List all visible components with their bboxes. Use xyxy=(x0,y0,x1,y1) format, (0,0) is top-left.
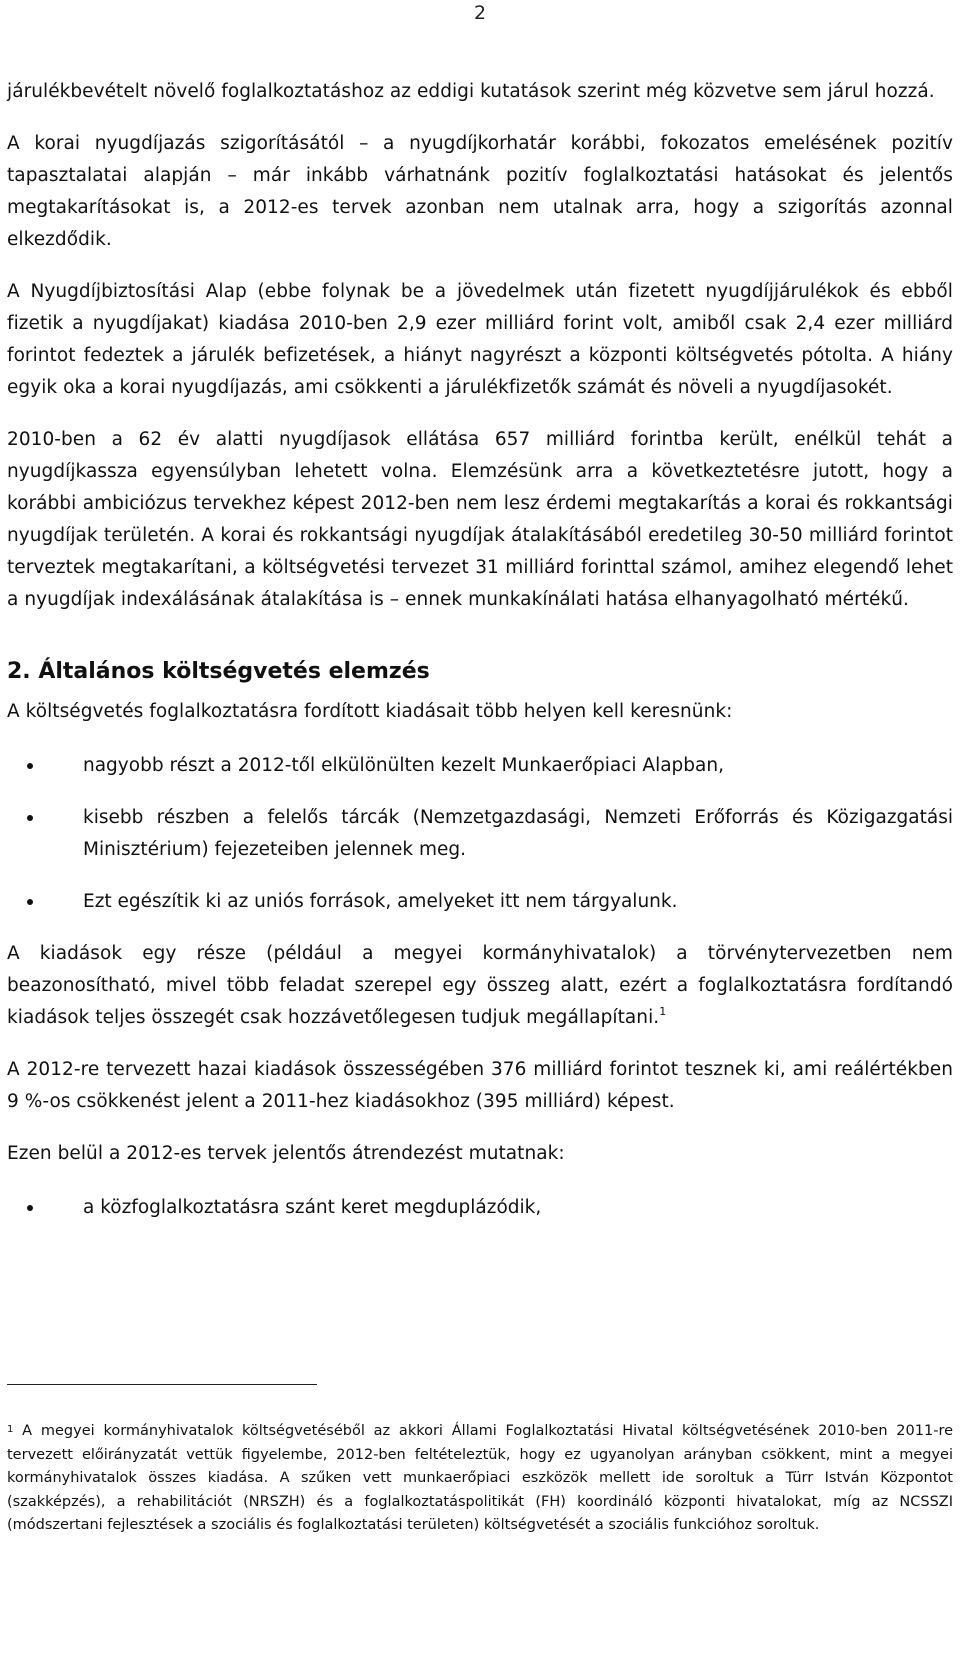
list-item xyxy=(7,750,953,782)
paragraph-5 xyxy=(7,938,953,1034)
footnote-mark: 1 xyxy=(7,1424,14,1435)
paragraph-2: A korai nyugdíjazás szigorításától – a nyugdíjkorhatár korábbi, fokozatos emelésének pozitív tapasztalatai alapján – már inkább várhatnánk pozitív foglalkoztatási hatásokat és jelentős megtakarításokat is, a 2012-es tervek azonban nem utalnak arra, hogy a szigorítás azonnal elkezdődik. xyxy=(7,133,953,250)
section-intro: A költségvetés foglalkoztatásra fordított kiadásait több helyen kell keresnünk: xyxy=(7,701,733,722)
paragraph-7: Ezen belül a 2012-es tervek jelentős átrendezést mutatnak: xyxy=(7,1143,565,1164)
list-item-text: kisebb részben a felelős tárcák (Nemzetgazdasági, Nemzeti Erőforrás és Közigazgatási Minisztérium) fejezeteiben jelennek meg. xyxy=(83,807,953,860)
document-body xyxy=(7,76,953,1224)
footnote xyxy=(7,1418,953,1538)
bullet-list-2 xyxy=(7,1192,953,1224)
section-heading: 2. Általános költségvetés elemzés xyxy=(7,659,430,684)
paragraph-4: 2010-ben a 62 év alatti nyugdíjasok ellátása 657 milliárd forintba került, enélkül tehát a nyugdíjkassza egyensúlyban lehetett volna. Elemzésünk arra a következtetésre jutott, hogy a korábbi ambiciózus tervekhez képest 2012-ben nem lesz érdemi megtakarítás a korai és rokkantsági nyugdíjak területén. A korai és rokkantsági nyugdíjak átalakításából eredetileg 30-50 milliárd forintot terveztek megtakarítani, a költségvetési tervezet 31 milliárd forinttal számol, amihez elegendő lehet a nyugdíjak indexálásának átalakítása is – ennek munkakínálati hatása elhanyagolható mértékű. xyxy=(7,429,953,610)
bullet-icon xyxy=(27,899,33,905)
bullet-list-1 xyxy=(7,750,953,918)
footnote-separator xyxy=(7,1384,317,1385)
bullet-icon xyxy=(27,815,33,821)
list-item xyxy=(7,1192,953,1224)
list-item-text: Ezt egészítik ki az uniós források, amelyeket itt nem tárgyalunk. xyxy=(83,891,678,912)
bullet-icon xyxy=(27,1205,33,1211)
page-number: 2 xyxy=(473,2,487,24)
paragraph-3: A Nyugdíjbiztosítási Alap (ebbe folynak be a jövedelmek után fizetett nyugdíjjárulékok és ebből fizetik a nyugdíjakat) kiadása 2010-ben 2,9 ezer milliárd forint volt, amiből csak 2,4 ezer milliárd forintot fedeztek a járulék befizetések, a hiányt nagyrészt a központi költségvetés pótolta. A hiány egyik oka a korai nyugdíjazás, ami csökkenti a járulékfizetők számát és növeli a nyugdíjasokét. xyxy=(7,281,953,398)
paragraph-1: járulékbevételt növelő foglalkoztatáshoz az eddigi kutatások szerint még közvetve sem járul hozzá. xyxy=(7,81,935,102)
list-item xyxy=(7,886,953,918)
footnote-text: A megyei kormányhivatalok költségvetéséből az akkori Állami Foglalkoztatási Hivatal költségvetésének 2010-ben 2011-re tervezett előirányzatát vettük figyelembe, 2012-ben feltételeztük, hogy ez ugyanolyan arányban csökkent, mint a megyei kormányhivatalok összes kiadása. A szűken vett munkaerőpiaci eszközök mellett ide soroltuk a Türr István Központot (szakképzés), a rehabilitációt (NRSZH) és a foglalkoztatáspolitikát (FH) koordináló központi hivatalokat, míg az NCSSZI (módszertani fejlesztések a szociális és foglalkoztatási területen) költségvetését a szociális funkcióhoz soroltuk. xyxy=(7,1423,954,1533)
footnote-reference[interactable]: 1 xyxy=(659,1005,667,1018)
list-item-text: a közfoglalkoztatásra szánt keret megduplázódik, xyxy=(83,1197,542,1218)
paragraph-6: A 2012-re tervezett hazai kiadások összességében 376 milliárd forintot tesznek ki, ami reálértékben 9 %-os csökkenést jelent a 2011-hez kiadásokhoz (395 milliárd) képest. xyxy=(7,1059,953,1112)
paragraph-5-text: A kiadások egy része (például a megyei kormányhivatalok) a törvénytervezetben nem beazonosítható, mivel több feladat szerepel egy összeg alatt, ezért a foglalkoztatásra fordítandó kiadások teljes összegét csak hozzávetőlegesen tudjuk megállapítani. xyxy=(7,943,953,1028)
bullet-icon xyxy=(27,763,33,769)
list-item xyxy=(7,802,953,866)
list-item-text: nagyobb részt a 2012-től elkülönülten kezelt Munkaerőpiaci Alapban, xyxy=(83,755,724,776)
